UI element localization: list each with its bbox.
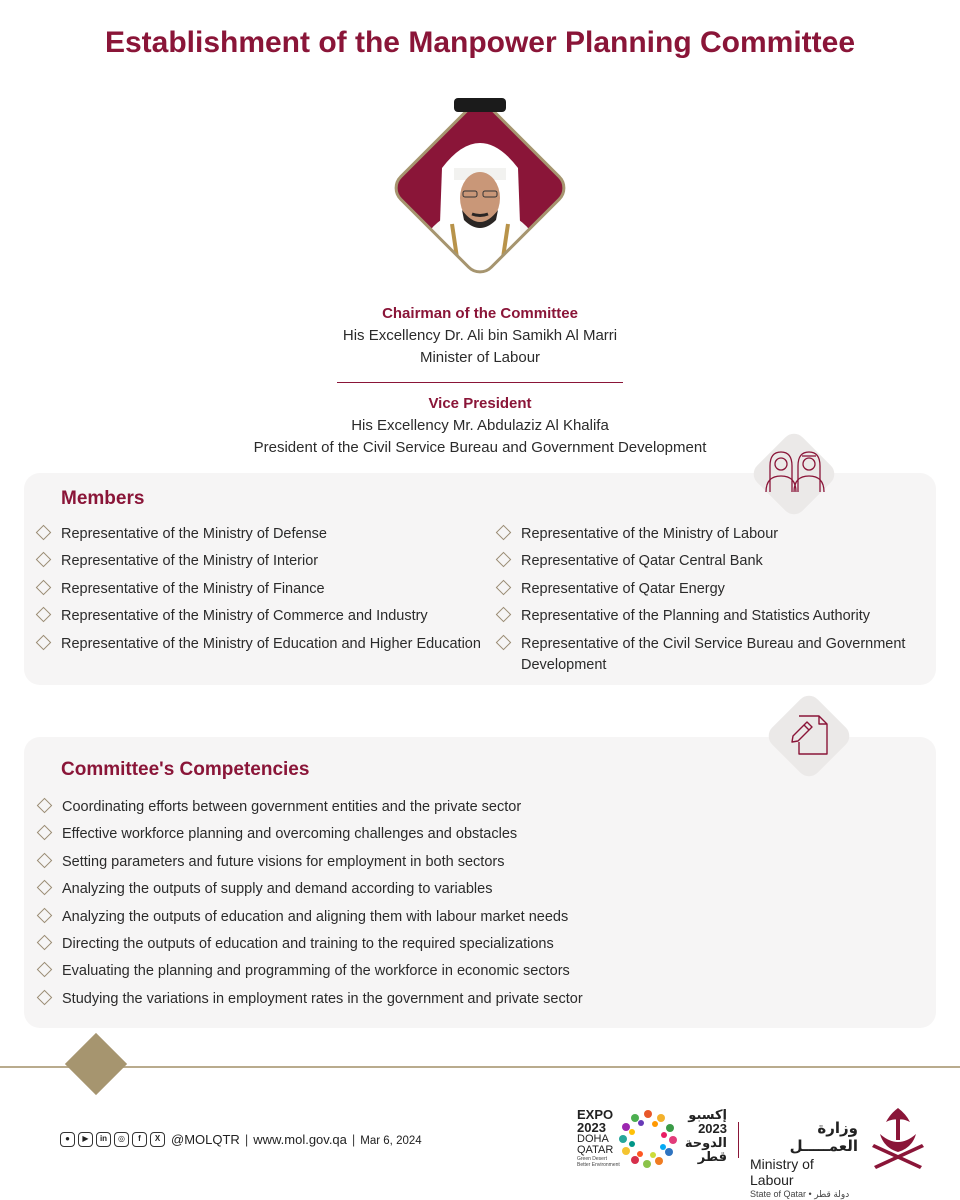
list-item: Coordinating efforts between government entities and the private sector xyxy=(37,797,897,819)
leaders-divider xyxy=(337,382,623,383)
expo-logo xyxy=(577,1108,727,1170)
qatar-emblem-icon xyxy=(868,1104,928,1172)
list-item: Representative of the Ministry of Finance xyxy=(36,579,498,601)
chairman-name: His Excellency Dr. Ali bin Samikh Al Marri xyxy=(342,327,618,344)
ministry-logo-text xyxy=(750,1120,858,1200)
post-date: Mar 6, 2024 xyxy=(360,1135,422,1147)
list-item: Representative of the Ministry of Labour xyxy=(496,524,916,546)
website-link[interactable]: www.mol.gov.qa xyxy=(253,1132,347,1147)
facebook-icon[interactable]: f xyxy=(132,1132,147,1147)
list-item: Studying the variations in employment rates in the government and private sector xyxy=(37,989,897,1011)
members-list-right xyxy=(496,524,916,683)
logo-separator xyxy=(738,1122,739,1158)
list-item: Representative of the Ministry of Defense xyxy=(36,524,498,546)
list-item: Analyzing the outputs of supply and demand according to variables xyxy=(37,879,897,901)
instagram-icon[interactable]: ◎ xyxy=(114,1132,129,1147)
chairman-portrait xyxy=(390,98,570,278)
leadership-section xyxy=(0,303,960,459)
list-item: Representative of the Planning and Statistics Authority xyxy=(496,606,916,628)
list-item: Analyzing the outputs of education and aligning them with labour market needs xyxy=(37,907,897,929)
list-item: Representative of the Ministry of Education and Higher Education xyxy=(36,634,498,656)
list-item: Evaluating the planning and programming of the workforce in economic sectors xyxy=(37,961,897,983)
x-icon[interactable]: X xyxy=(150,1132,165,1147)
list-item: Setting parameters and future visions for employment in both sectors xyxy=(37,852,897,874)
youtube-icon[interactable]: ▶ xyxy=(78,1132,93,1147)
competencies-title: Committee's Competencies xyxy=(61,759,310,780)
snapchat-icon[interactable]: ● xyxy=(60,1132,75,1147)
linkedin-icon[interactable]: in xyxy=(96,1132,111,1147)
vice-president-name: His Excellency Mr. Abdulaziz Al Khalifa xyxy=(351,417,609,434)
list-item: Representative of the Ministry of Commerce and Industry xyxy=(36,606,498,628)
people-icon xyxy=(762,448,828,494)
list-item: Representative of Qatar Central Bank xyxy=(496,551,916,573)
list-item: Representative of the Civil Service Bureau and Government Development xyxy=(496,634,916,677)
list-item: Directing the outputs of education and training to the required specializations xyxy=(37,934,897,956)
ministry-name-en: Ministry of Labour xyxy=(750,1156,814,1188)
list-item: Effective workforce planning and overcoming challenges and obstacles xyxy=(37,824,897,846)
competencies-list xyxy=(37,797,897,1016)
social-bar: ● ▶ in ◎ f X @MOLQTR | www.mol.gov.qa | Mar 6, 2024 xyxy=(60,1132,422,1147)
vice-president-role: Vice President xyxy=(428,395,532,412)
members-list-left xyxy=(36,524,498,661)
ministry-name-ar: وزارة العمـــــل xyxy=(789,1120,858,1155)
state-of-qatar: State of Qatar • دولة قطر xyxy=(750,1189,850,1199)
chairman-position: Minister of Labour xyxy=(419,349,541,366)
footer-divider xyxy=(0,1066,960,1068)
page-title: Establishment of the Manpower Planning Committee xyxy=(104,26,856,59)
competencies-card xyxy=(24,737,936,1028)
footer-diamond xyxy=(65,1033,127,1095)
vice-president-position: President of the Civil Service Bureau and Government Development xyxy=(253,439,707,456)
expo-logo-ar: إكسبو 2023 الدوحة قطر xyxy=(684,1107,727,1164)
expo-logo-en: EXPO 2023 DOHA QATAR Green Desert Better Environment xyxy=(577,1107,620,1168)
chairman-role: Chairman of the Committee xyxy=(382,305,578,322)
members-title: Members xyxy=(61,488,145,509)
social-handle[interactable]: @MOLQTR xyxy=(171,1132,240,1147)
list-item: Representative of Qatar Energy xyxy=(496,579,916,601)
list-item: Representative of the Ministry of Interior xyxy=(36,551,498,573)
document-edit-icon xyxy=(789,712,831,758)
expo-flower-icon xyxy=(617,1108,679,1170)
